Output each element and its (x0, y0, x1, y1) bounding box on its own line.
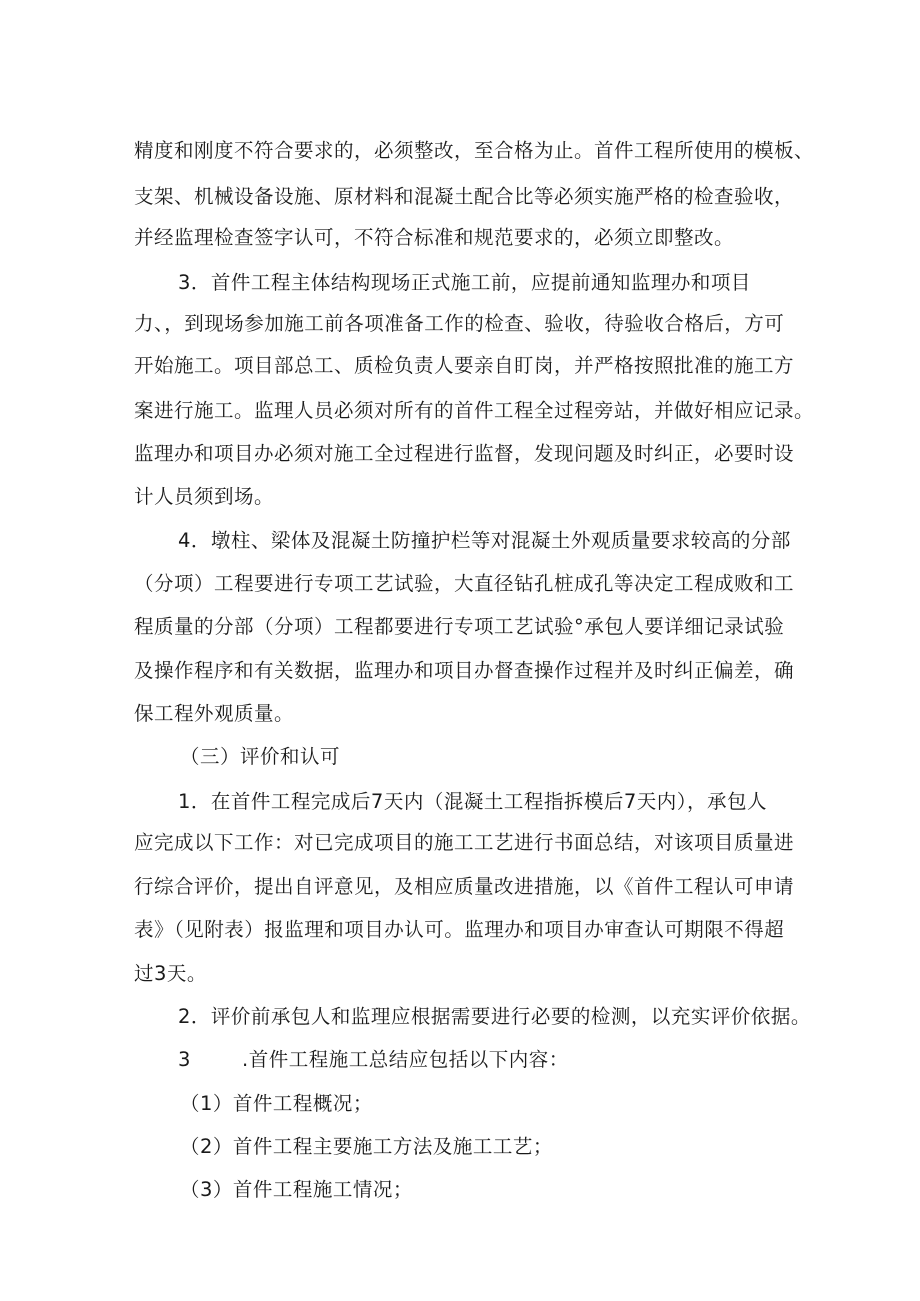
text-line: .首件工程施工总结应包括以下内容： (242, 1048, 569, 1071)
list-item: （3）首件工程施工情况； (180, 1178, 413, 1201)
text-line: 并经监理检查签字认可，不符合标准和规范要求的，必须立即整改。 (134, 226, 735, 249)
text-line: 保工程外观质量。 (134, 702, 295, 725)
text-line: 计人员须到场。 (134, 485, 275, 508)
text-line: 表》（见附表）报监理和项目办认可。监理办和项目办审查认可期限不得超 (134, 918, 785, 941)
text-line: 及操作程序和有关数据，监理办和项目办督查操作过程并及时纠正偏差，确 (134, 659, 795, 682)
text-line: 过3天。 (134, 962, 207, 985)
list-item: （2）首件工程主要施工方法及施工工艺； (180, 1135, 553, 1158)
text-line: 支架、机械设备设施、原材料和混凝土配合比等必须实施严格的检查验收， (134, 185, 795, 208)
text-line: 力、，到现场参加施工前各项准备工作的检查、验收，待验收合格后，方可 (134, 312, 785, 335)
text-line: 1．在首件工程完成后7天内（混凝土工程指拆模后7天内），承包人 (178, 790, 767, 813)
text-line: 程质量的分部（分项）工程都要进行专项工艺试验°承包人要详细记录试验 (134, 615, 785, 638)
text-line: 3．首件工程主体结构现场正式施工前，应提前通知监理办和项目 (178, 271, 751, 294)
section-heading: （三）评价和认可 (180, 745, 341, 768)
text-line: 精度和刚度不符合要求的，必须整改，至合格为止。首件工程所使用的模板、 (134, 139, 815, 162)
text-line: 4．墩柱、梁体及混凝土防撞护栏等对混凝土外观质量要求较高的分部 (178, 529, 791, 552)
text-line: 行综合评价，提出自评意见，及相应质量改进措施，以《首件工程认可申请 (134, 875, 795, 898)
text-line: 2．评价前承包人和监理应根据需要进行必要的检测，以充实评价依据。 (178, 1005, 811, 1028)
text-line: （分项）工程要进行专项工艺试验，大直径钻孔桩成孔等决定工程成败和工 (134, 572, 795, 595)
text-line: 开始施工。项目部总工、质检负责人要亲自盯岗，并严格按照批准的施工方 (134, 354, 795, 377)
text-line: 应完成以下工作：对已完成项目的施工工艺进行书面总结，对该项目质量进 (134, 831, 795, 854)
list-number: 3 (178, 1048, 191, 1071)
text-line: 案进行施工。监理人员必须对所有的首件工程全过程旁站，并做好相应记录。 (134, 399, 815, 422)
text-line: 监理办和项目办必须对施工全过程进行监督，发现问题及时纠正，必要时设 (134, 442, 795, 465)
list-item: （1）首件工程概况； (180, 1092, 373, 1115)
